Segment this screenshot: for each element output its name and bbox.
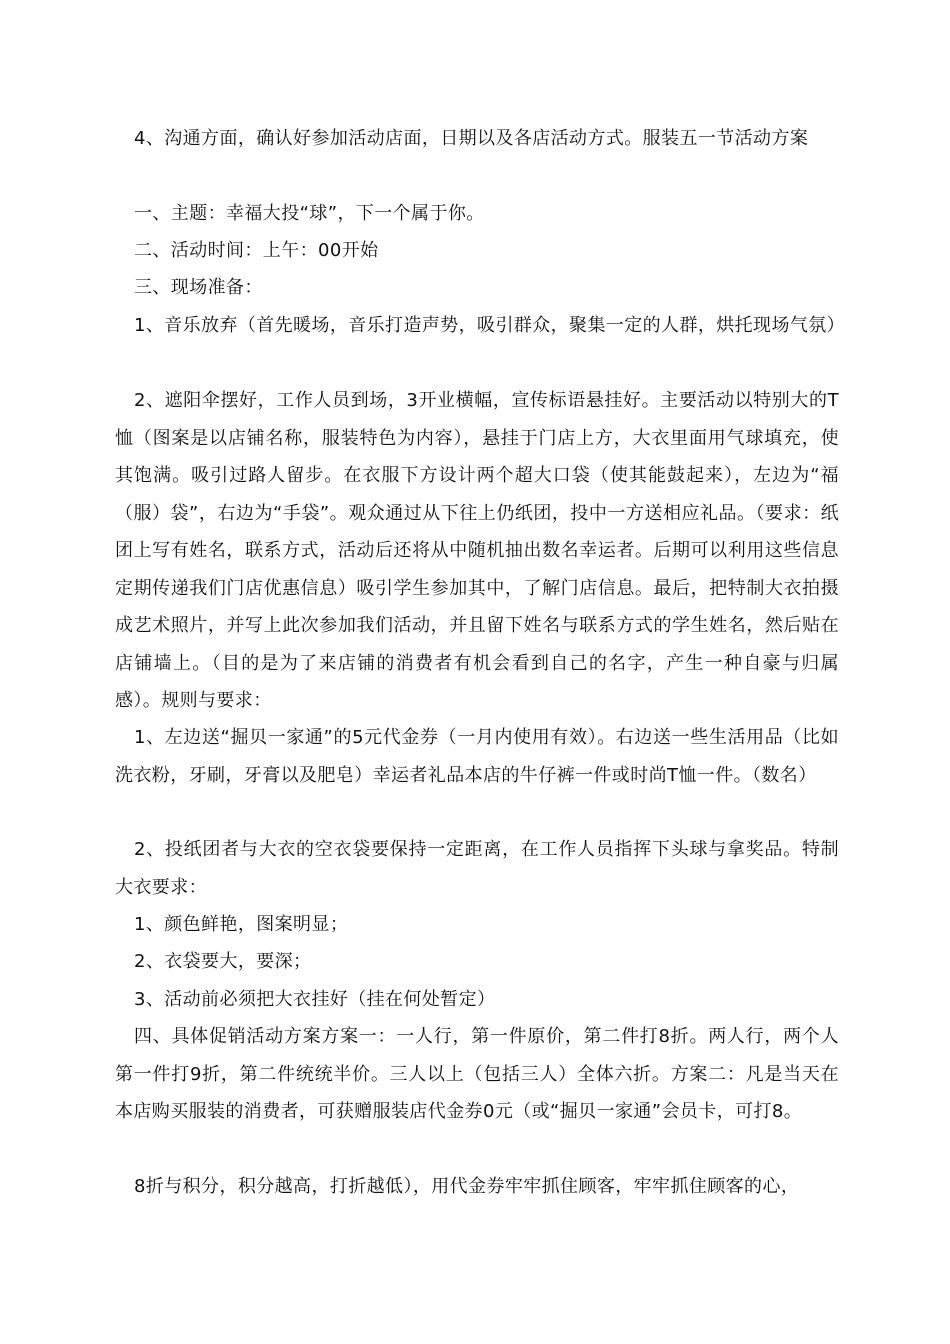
paragraph-coat-req-2: 2、衣袋要大，要深； [134, 951, 312, 972]
paragraph-main-activity: 2、遮阳伞摆好，工作人员到场，3开业横幅，宣传标语悬挂好。主要活动以特别大的T恤（图案是以店铺名称，服装特色为内容），悬挂于门店上方，大衣里面用气球填充，使其饱满。吸引过路人留步。在衣服下方设计两个超大口袋（使其能鼓起来），左边为“福（服）袋”，右边为“手袋”。观众通过从下往上仍纸团，投中一方送相应礼品。（要求：纸团上写有姓名，联系方式，活动后还将从中随机抽出数名幸运者。后期可以利用这些信息定期传递我们门店优惠信息）吸引学生参加其中，了解门店信息。最后，把特制大衣拍摄成艺术照片，并写上此次参加我们活动，并且留下姓名与联系方式的学生姓名，然后贴在店铺墙上。（目的是为了来店铺的消费者有机会看到自己的名字，产生一种自豪与归属感）。规则与要求： [115, 390, 839, 711]
paragraph-activity-time: 二、活动时间：上午：00开始 [134, 240, 379, 261]
paragraph-rule-2: 2、投纸团者与大衣的空衣袋要保持一定距离，在工作人员指挥下头球与拿奖品。特制大衣要求： [115, 839, 839, 898]
paragraph-theme: 一、主题：幸福大投“球”，下一个属于你。 [134, 203, 485, 224]
paragraph-music: 1、音乐放弃（首先暖场，音乐打造声势，吸引群众，聚集一定的人群，烘托现场气氛） [134, 315, 846, 336]
paragraph-site-preparation-heading: 三、现场准备： [134, 277, 263, 298]
paragraph-rule-1: 1、左边送“掘贝一家通”的5元代金券（一月内使用有效）。右边送一些生活用品（比如洗衣粉，牙刷，牙膏以及肥皂）幸运者礼品本店的牛仔裤一件或时尚T恤一件。（数名） [115, 727, 839, 786]
paragraph-discount-points: 8折与积分，积分越高，打折越低），用代金券牢牢抓住顾客，牢牢抓住顾客的心， [134, 1176, 800, 1197]
paragraph-coat-req-1: 1、颜色鲜艳，图案明显； [134, 914, 349, 935]
paragraph-communication: 4、沟通方面，确认好参加活动店面，日期以及各店活动方式。服装五一节活动方案 [134, 128, 809, 149]
paragraph-promotion-plan: 四、具体促销活动方案方案一：一人行，第一件原价，第二件打8折。两人行，两个人第一件打9折，第二件统统半价。三人以上（包括三人）全体六折。方案二：凡是当天在本店购买服装的消费者，可获赠服装店代金券0元（或“掘贝一家通”会员卡，可打8。 [115, 1026, 839, 1122]
paragraph-coat-req-3: 3、活动前必须把大衣挂好（挂在何处暂定） [134, 989, 496, 1010]
